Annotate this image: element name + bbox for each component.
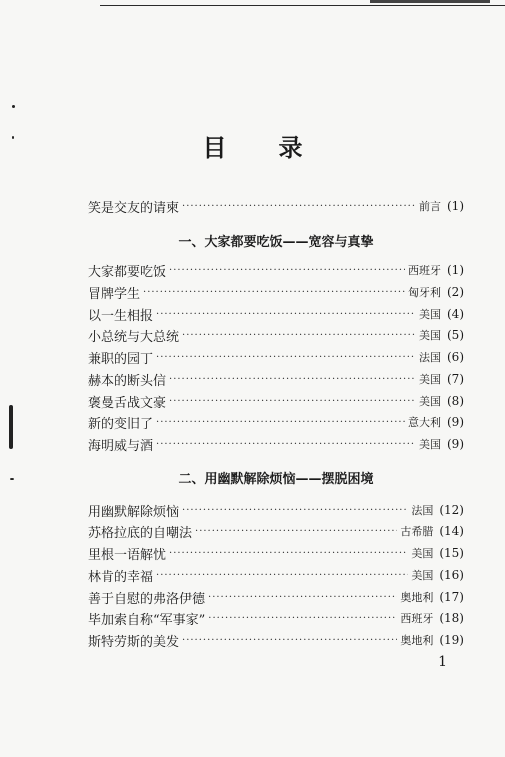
entry-page: (6) [447,350,464,364]
leader-dots [169,396,416,407]
entry-page: (8) [447,394,464,408]
toc-entry [88,565,464,585]
entry-title: 毕加索自称“军事家” [88,612,206,628]
leader-dots [208,592,397,603]
entry-title: 苏格拉底的自嘲法 [88,525,193,541]
entry-page: (19) [439,633,464,647]
leader-dots [156,570,408,581]
leader-dots [182,330,416,341]
toc-entry [88,630,464,650]
entry-title: 海明威与酒 [88,438,154,454]
entry-country: 古希腊 [400,525,434,538]
entry-title: 里根一语解忧 [88,547,167,563]
entry-country: 美国 [419,373,441,386]
entry-title: 兼职的园丁 [88,351,154,367]
toc-entry [88,543,464,563]
entry-page: (17) [439,590,464,604]
entry-country: 美国 [419,308,441,321]
entry-country: 法国 [419,351,441,364]
top-border-rule [100,0,505,6]
entry-page: (1) [447,263,464,277]
entry-title: 褒曼舌战文豪 [88,395,167,411]
title-char-1: 目 [202,134,227,162]
toc-entry [88,325,464,345]
leader-dots [169,548,408,559]
leader-dots [156,439,416,450]
entry-country: 美国 [411,569,434,582]
toc-entry [88,347,464,367]
toc-entry [88,608,464,628]
entry-page: (9) [447,415,464,429]
entry-country: 前言 [419,200,441,213]
entry-country: 美国 [411,547,434,560]
title-char-2: 录 [278,134,303,162]
entry-title: 冒牌学生 [88,286,141,302]
entry-country: 西班牙 [408,264,441,277]
entry-country: 法国 [411,504,434,517]
scan-speck [9,405,13,449]
entry-page: (7) [447,372,464,386]
toc-entry [88,500,464,520]
entry-page: (9) [447,437,464,451]
toc-entry [88,587,464,607]
section-heading-1: 一、大家都要吃饭——宽容与真挚 [178,235,374,250]
leader-dots [182,505,408,516]
entry-country: 意大利 [408,416,441,429]
toc-entry [88,521,464,541]
scan-speck [10,478,14,480]
section-heading-2: 二、用幽默解除烦恼——摆脱困境 [178,472,374,487]
entry-page: (12) [439,503,464,517]
entry-title: 用幽默解除烦恼 [88,504,180,520]
page-title [0,128,505,163]
leader-dots [156,309,416,320]
toc-entry [88,369,464,389]
entry-title: 以一生相报 [88,308,154,324]
toc-entry [88,260,464,280]
toc-entry [88,282,464,302]
leader-dots [169,265,405,276]
entry-title: 赫本的断头信 [88,373,167,389]
entry-country: 美国 [419,438,441,451]
entry-country: 美国 [419,395,441,408]
entry-country: 奥地利 [400,634,434,647]
leader-dots [156,352,416,363]
entry-page: (5) [447,328,464,342]
entry-country: 匈牙利 [408,286,441,299]
toc-entry [88,434,464,454]
entry-title: 斯特劳斯的美发 [88,634,180,650]
entry-page: (16) [439,568,464,582]
entry-country: 美国 [419,329,441,342]
entry-title: 大家都要吃饭 [88,264,167,280]
toc-entry [88,391,464,411]
entry-title: 笑是交友的请柬 [88,200,180,216]
entry-country: 奥地利 [400,591,434,604]
entry-page: (15) [439,546,464,560]
entry-page: (18) [439,611,464,625]
leader-dots [143,287,405,298]
entry-country: 西班牙 [400,612,434,625]
entry-title: 新的变旧了 [88,416,154,432]
leader-dots [169,374,416,385]
leader-dots [208,613,397,624]
entry-page: (2) [447,285,464,299]
entry-title: 小总统与大总统 [88,329,180,345]
entry-title: 善于自慰的弗洛伊德 [88,591,206,607]
leader-dots [182,635,397,646]
scan-speck [12,105,15,108]
toc-entry-preface [88,196,464,216]
entry-page: (1) [447,199,464,213]
leader-dots [156,417,405,428]
entry-title: 林肯的幸福 [88,569,154,585]
entry-page: (14) [439,524,464,538]
leader-dots [182,201,416,212]
page-number: 1 [438,654,447,670]
leader-dots [195,526,397,537]
entry-page: (4) [447,307,464,321]
toc-entry [88,412,464,432]
toc-entry [88,304,464,324]
